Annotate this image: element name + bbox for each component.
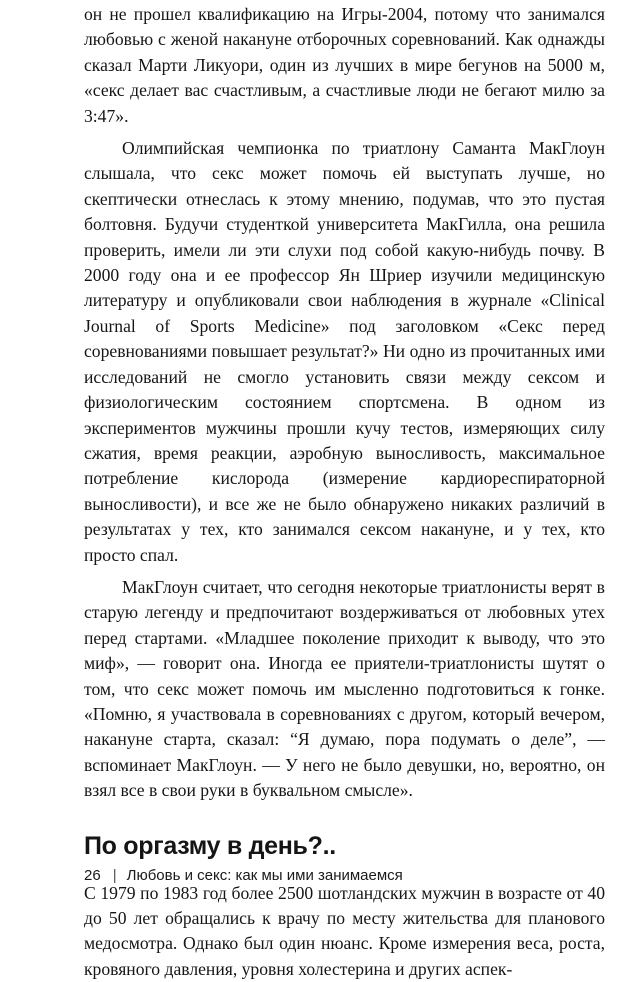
page-number: 26 [84, 867, 101, 884]
paragraph-3: МакГлоун считает, что сегодня некоторые триатлонисты верят в старую легенду и предпочитают воздерживаться от любовных утех перед стартами. «Младшее поколение приходит к выводу, что это миф», — говорит она. Иногда ее приятели-триатлонисты шутят о том, что секс может помочь им мысленно подготовиться к гонке. «Помню, я участвовала в соревнованиях с другом, который вечером, накануне старта, сказал: “Я думаю, пора подумать о деле”, — вспоминает МакГлоун. — У него не было девушки, но, вероятно, он взял все в свои руки в буквальном смысле». [84, 576, 605, 801]
footer-separator: | [112, 867, 117, 884]
section-heading: По оргазму в день?.. [84, 831, 336, 860]
paragraph-1: он не прошел квалификацию на Игры-2004, потому что занимался любовью с женой накануне отборочных соревнований. Как однажды сказал Марти Ликуори, один из лучших в мире бегунов на 5000 м, «секс делает вас счастливым, а счастливые люди не бегают милю за 3:47». [84, 4, 605, 126]
page-body [84, 0, 605, 982]
page-footer [84, 866, 403, 886]
paragraph-2: Олимпийская чемпионка по триатлону Саманта МакГлоун слышала, что секс может помочь ей выступать лучше, но скептически отнеслась к этому мнению, подумав, что это пустая болтовня. Будучи студенткой университета МакГилла, она решила проверить, имели ли эти слухи под собой какую-нибудь почву. В 2000 году она и ее профессор Ян Шриер изучили медицинскую литературу и опубликовали свои наблюдения в журнале «Clinical Journal of Sports Medicine» под заголовком «Секс перед соревнованиями повышает результат?» Ни одно из прочитанных ими исследований не смогло установить связи между сексом и физиологическим состоянием спортсмена. В одном из экспериментов мужчины прошли кучу тестов, измеряющих силу сжатия, время реакции, аэробную выносливость, максимальное потребление кислорода (измерение кардиореспираторной выносливости), и все же не было обнаружено никаких различий в результатах у тех, кто занимался сексом накануне, и у тех, кто просто спал. [84, 138, 605, 565]
running-title: Любовь и секс: как мы ими занимаемся [126, 867, 403, 884]
paragraph-4: С 1979 по 1983 год более 2500 шотландских мужчин в возрасте от 40 до 50 лет обращались к врачу по месту жительства для планового медосмотра. Однако был один нюанс. Кроме измерения веса, роста, кровяного давления, уровня холестерина и других аспек- [84, 882, 605, 979]
